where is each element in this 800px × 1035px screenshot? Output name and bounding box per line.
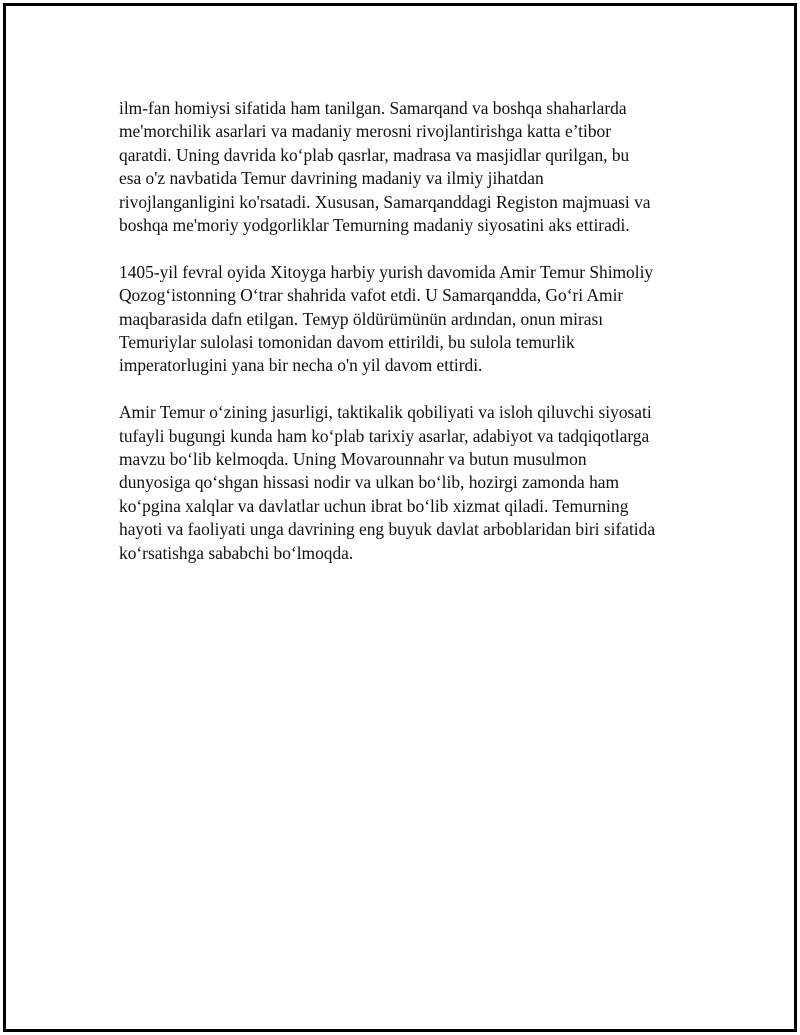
text-line: 1405-yil fevral oyida Xitoyga harbiy yurish davomida Amir Temur Shimoliy [119, 261, 654, 282]
text-line: maqbarasida dafn etilgan. Темур öldürümünün ardından, onun mirası [119, 308, 604, 329]
text-line: ilm-fan homiysi sifatida ham tanilgan. Samarqand va boshqa shaharlarda [119, 98, 627, 118]
text-line: Amir Temur o‘zining jasurligi, taktikalik qobiliyati va isloh qiluvchi siyosati [119, 402, 652, 423]
page-frame [3, 3, 797, 1032]
text-line: dunyosiga qo‘shgan hissasi nodir va ulkan bo‘lib, hozirgi zamonda ham [119, 472, 620, 493]
text-line: imperatorlugini yana bir necha o'n yil davom ettirdi. [119, 355, 483, 376]
text-line: Qozog‘istonning O‘trar shahrida vafot etdi. U Samarqandda, Go‘ri Amir [119, 285, 624, 306]
text-line: esa o'z navbatida Temur davrining madaniy va ilmiy jihatdan [119, 168, 544, 189]
page-content [119, 97, 709, 565]
text-line: tufayli bugungi kunda ham ko‘plab tarixiy asarlar, adabiyot va tadqiqotlarga [119, 425, 650, 446]
text-line: boshqa me'moriy yodgorliklar Temurning madaniy siyosatini aks ettiradi. [119, 215, 630, 236]
text-line: hayoti va faoliyati unga davrining eng buyuk davlat arboblaridan biri sifatida [119, 519, 656, 540]
text-line: qaratdi. Uning davrida ko‘plab qasrlar, madrasa va masjidlar qurilgan, bu [119, 144, 630, 165]
text-line: me'morchilik asarlari va madaniy merosni rivojlantirishga katta e’tibor [119, 121, 612, 142]
paragraph-2 [119, 261, 709, 378]
text-line: ko‘rsatishga sababchi bo‘lmoqda. [119, 542, 354, 563]
paragraph-1 [119, 97, 709, 237]
text-line: rivojlanganligini ko'rsatadi. Xususan, Samarqanddagi Registon majmuasi va [119, 191, 651, 212]
text-line: ko‘pgina xalqlar va davlatlar uchun ibrat bo‘lib xizmat qiladi. Temurning [119, 495, 629, 516]
text-line: mavzu bo‘lib kelmoqda. Uning Movarounnahr va butun musulmon [119, 449, 587, 470]
paragraph-3 [119, 401, 709, 565]
text-line: Temuriylar sulolasi tomonidan davom ettirildi, bu sulola temurlik [119, 332, 575, 353]
